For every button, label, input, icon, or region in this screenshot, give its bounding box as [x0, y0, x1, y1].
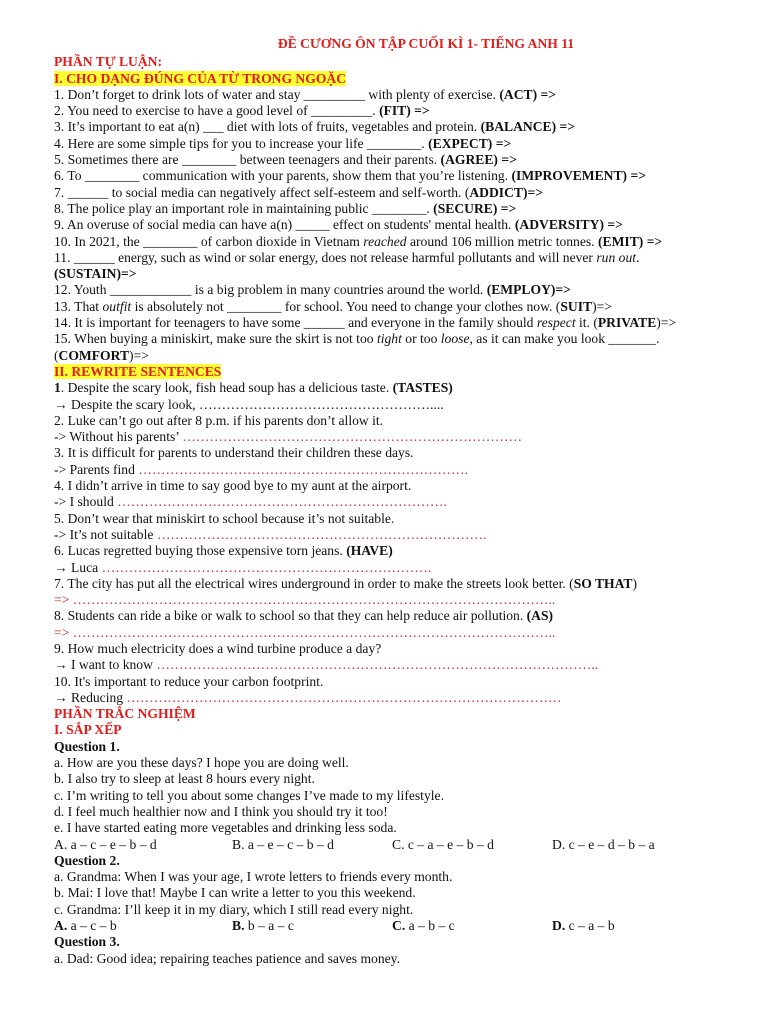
question-label: Question 2.: [54, 852, 120, 868]
rewrite-answer: → I want to know ……………………………………………………………………………………..: [54, 657, 599, 673]
rewrite-answer: -> Parents find ……………………………………………………………….: [54, 461, 468, 477]
part2-heading: PHẦN TRẮC NGHIỆM: [54, 706, 196, 722]
rewrite-item: 8. Students can ride a bike or walk to school so that they can help reduce air pollution. (AS): [54, 608, 554, 624]
word-form-item: 2. You need to exercise to have a good level of _________. (FIT) =>: [54, 103, 430, 119]
rewrite-item: 2. Luke can’t go out after 8 p.m. if his parents don’t allow it.: [54, 412, 384, 428]
question-label: Question 3.: [54, 934, 120, 950]
rewrite-item: 4. I didn’t arrive in time to say good bye to my aunt at the airport.: [54, 478, 412, 494]
rewrite-item: 1. Despite the scary look, fish head soup has a delicious taste. (TASTES): [54, 380, 453, 396]
option-d: D. c – a – b: [552, 918, 615, 934]
word-form-hint: (SUSTAIN)=>: [54, 266, 137, 282]
section2-heading: II. REWRITE SENTENCES: [54, 363, 222, 379]
question-2: [54, 853, 738, 934]
word-form-item: 4. Here are some simple tips for you to increase your life ________. (EXPECT) =>: [54, 135, 512, 151]
word-form-hint: (COMFORT)=>: [54, 347, 149, 363]
word-form-item: 14. It is important for teenagers to have some ______ and everyone in the family should respect it. (PRIVATE)=>: [54, 315, 677, 331]
question-line: b. I also try to sleep at least 8 hours every night.: [54, 771, 315, 787]
question-line: d. I feel much healthier now and I think you should try it too!: [54, 803, 388, 819]
document-title: ĐỀ CƯƠNG ÔN TẬP CUỐI KÌ 1- TIẾNG ANH 11: [277, 36, 575, 51]
option-d: D. c – e – d – b – a: [552, 836, 655, 852]
word-form-item: 1. Don’t forget to drink lots of water and stay _________ with plenty of exercise. (ACT) =>: [54, 86, 557, 102]
question-line: e. I have started eating more vegetables and drinking less soda.: [54, 820, 397, 836]
section3-heading: I. SẮP XẾP: [54, 722, 122, 738]
rewrite-item: 10. It's important to reduce your carbon footprint.: [54, 673, 324, 689]
part1-heading: PHẦN TỰ LUẬN:: [54, 54, 162, 70]
answer-options: [54, 837, 738, 853]
question-label: Question 1.: [54, 738, 120, 754]
question-line: c. I’m writing to tell you about some changes I’ve made to my lifestyle.: [54, 787, 444, 803]
word-form-list: [54, 87, 738, 364]
section1-heading: I. CHO DẠNG ĐÚNG CỦA TỪ TRONG NGOẶC: [54, 70, 347, 86]
option-b: B. a – e – c – b – d: [232, 836, 334, 852]
rewrite-item: 3. It is difficult for parents to understand their children these days.: [54, 445, 414, 461]
question-line: b. Mai: I love that! Maybe I can write a letter to you this weekend.: [54, 885, 416, 901]
option-b: B. b – a – c: [232, 918, 294, 934]
option-a: A. a – c – b: [54, 918, 117, 934]
rewrite-answer: => ……………………………………………………………………………………………..: [54, 624, 556, 640]
word-form-item: 10. In 2021, the ________ of carbon dioxide in Vietnam reached around 106 million metric tonnes. (EMIT) =>: [54, 233, 663, 249]
question-line: c. Grandma: I’ll keep it in my diary, which I still read every night.: [54, 901, 414, 917]
word-form-item: 11. ______ energy, such as wind or solar energy, does not release harmful pollutants and will never run out.: [54, 249, 640, 265]
rewrite-answer: → Reducing ……………………………………………………………………………………: [54, 689, 562, 705]
word-form-item: 7. ______ to social media can negatively affect self-esteem and self-worth. (ADDICT)=>: [54, 184, 543, 200]
answer-options: [54, 918, 738, 934]
option-c: C. a – b – c: [392, 918, 455, 934]
option-a: A. a – c – e – b – d: [54, 836, 157, 852]
rewrite-item: 9. How much electricity does a wind turbine produce a day?: [54, 640, 382, 656]
rewrite-answer: -> Without his parents’ …………………………………………………………………: [54, 429, 523, 445]
rewrite-item: 7. The city has put all the electrical wires underground in order to make the streets look better. (SO THAT): [54, 575, 638, 591]
rewrite-list: [54, 380, 738, 706]
word-form-item: 3. It’s important to eat a(n) ___ diet with lots of fruits, vegetables and protein. (BALANCE) =>: [54, 119, 576, 135]
word-form-item: 12. Youth ____________ is a big problem in many countries around the world. (EMPLOY)=>: [54, 282, 571, 298]
question-3: [54, 934, 738, 967]
word-form-item: 13. That outfit is absolutely not ________ for school. You need to change your clothes now. (SUIT)=>: [54, 298, 612, 314]
question-line: a. Grandma: When I was your age, I wrote letters to friends every month.: [54, 869, 453, 885]
rewrite-answer: -> It’s not suitable ……………………………………………………………….: [54, 526, 487, 542]
word-form-item: 8. The police play an important role in maintaining public ________. (SECURE) =>: [54, 200, 517, 216]
rewrite-answer: -> I should ……………………………………………………………….: [54, 494, 447, 510]
rewrite-answer: → Despite the scary look, ……………………………………………....: [54, 396, 444, 412]
option-c: C. c – a – e – b – d: [392, 836, 494, 852]
word-form-item: 9. An overuse of social media can have a(n) _____ effect on students' mental health. (ADVERSITY) =>: [54, 217, 623, 233]
question-1: [54, 739, 738, 853]
question-line: a. Dad: Good idea; repairing teaches patience and saves money.: [54, 950, 400, 966]
word-form-item: 6. To ________ communication with your parents, show them that you’re listening. (IMPROVEMENT) =>: [54, 168, 646, 184]
rewrite-answer: → Luca ……………………………………………………………….: [54, 559, 432, 575]
rewrite-item: 6. Lucas regretted buying those expensive torn jeans. (HAVE): [54, 543, 393, 559]
word-form-item: 15. When buying a miniskirt, make sure the skirt is not too tight or too loose, as it can make you look _______.: [54, 331, 660, 347]
word-form-item: 5. Sometimes there are ________ between teenagers and their parents. (AGREE) =>: [54, 152, 517, 168]
rewrite-answer: => ……………………………………………………………………………………………..: [54, 592, 556, 608]
rewrite-item: 5. Don’t wear that miniskirt to school because it’s not suitable.: [54, 510, 395, 526]
question-line: a. How are you these days? I hope you are doing well.: [54, 755, 349, 771]
